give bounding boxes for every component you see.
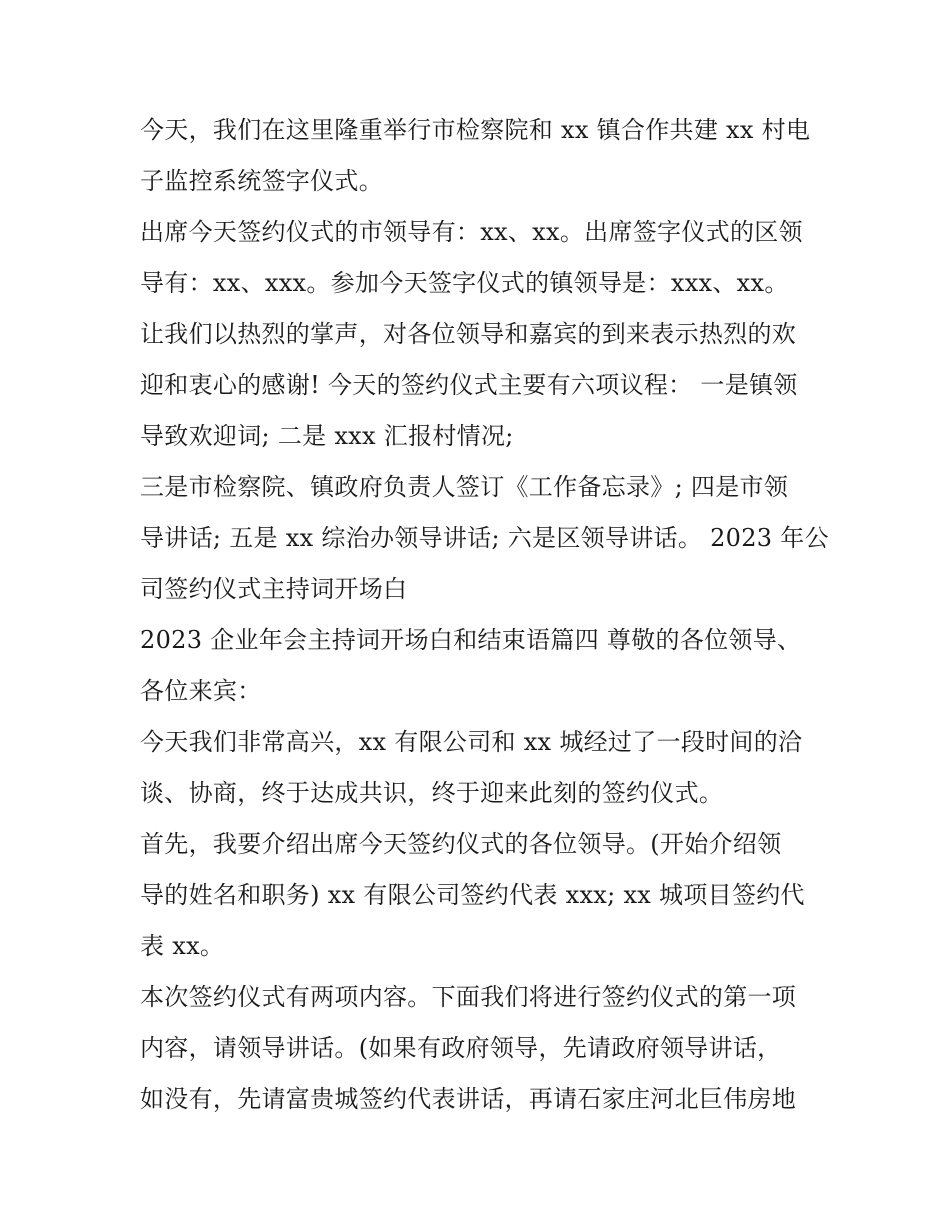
text-line: 司签约仪式主持词开场白 bbox=[140, 575, 408, 603]
text-line: 导的姓名和职务) xx 有限公司签约代表 xxx; xx 城项目签约代 bbox=[140, 881, 805, 909]
text-line: 2023 企业年会主持词开场白和结束语篇四 尊敬的各位领导、 bbox=[140, 626, 802, 654]
text-line: 今天我们非常高兴，xx 有限公司和 xx 城经过了一段时间的洽 bbox=[140, 728, 803, 756]
text-line: 子监控系统签字仪式。 bbox=[140, 167, 383, 195]
text-line: 各位来宾： bbox=[140, 677, 262, 705]
text-line: 本次签约仪式有两项内容。下面我们将进行签约仪式的第一项 bbox=[140, 983, 797, 1011]
document-body bbox=[140, 105, 829, 1125]
text-line: 今天，我们在这里隆重举行市检察院和 xx 镇合作共建 xx 村电 bbox=[140, 116, 811, 144]
text-line: 表 xx。 bbox=[140, 932, 225, 960]
text-line: 如没有，先请富贵城签约代表讲话，再请石家庄河北巨伟房地 bbox=[140, 1085, 797, 1113]
text-line: 首先，我要介绍出席今天签约仪式的各位领导。(开始介绍领 bbox=[140, 830, 782, 858]
text-line: 谈、协商，终于达成共识，终于迎来此刻的签约仪式。 bbox=[140, 779, 724, 807]
text-line: 导讲话; 五是 xx 综治办领导讲话; 六是区领导讲话。 2023 年公 bbox=[140, 524, 829, 552]
text-line: 迎和衷心的感谢! 今天的签约仪式主要有六项议程： 一是镇领 bbox=[140, 371, 798, 399]
text-line: 让我们以热烈的掌声，对各位领导和嘉宾的到来表示热烈的欢 bbox=[140, 320, 797, 348]
text-line: 三是市检察院、镇政府负责人签订《工作备忘录》; 四是市领 bbox=[140, 473, 789, 501]
text-line: 内容，请领导讲话。(如果有政府领导，先请政府领导讲话， bbox=[140, 1034, 782, 1062]
text-line: 导致欢迎词; 二是 xxx 汇报村情况; bbox=[140, 422, 514, 450]
text-line: 导有：xx、xxx。参加今天签字仪式的镇领导是：xxx、xx。 bbox=[140, 269, 789, 297]
text-line: 出席今天签约仪式的市领导有：xx、xx。出席签字仪式的区领 bbox=[140, 218, 803, 246]
